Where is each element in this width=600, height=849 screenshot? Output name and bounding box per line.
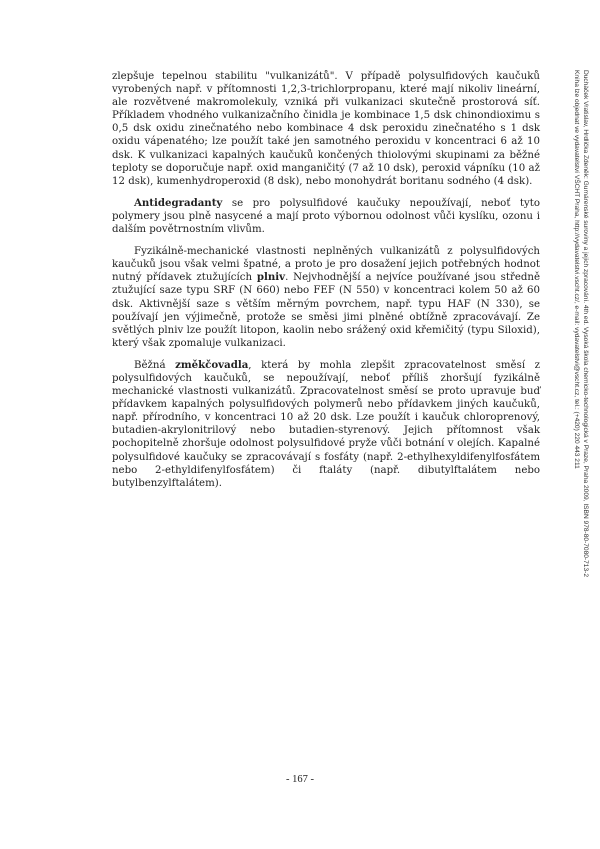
text-run: zlepšuje tepelnou stabilitu "vulkanizátů". V případě polysulfidových kaučuků vyrobených např. v přítomnosti 1,2,3-trichlorpropanu, které mají nikoliv lineární, ale rozvětvené makromolekuly, vzniká při vulkanizaci skutečně prostorová síť. Příkladem vhodného vulkanizačního činidla je kombinace 1,5 dsk chinondioximu s 0,5 dsk oxidu zinečnatého nebo kombinace 4 dsk peroxidu zinečnatého s 1 dsk oxidu vápenatého; lze použít také jen samotného peroxidu v koncentraci 6 až 10 dsk. K vulkanizaci kapalných kaučuků končených thiolovými skupinami za běžné teploty se doporučuje např. oxid manganičitý (7 až 10 dsk), peroxid vápníku (10 až 12 dsk), kumenhydroperoxid (8 dsk), nebo monohydrát boritanu sodného (4 dsk). xyxy=(112,71,540,187)
text-run: , která by mohla zlepšit zpracovatelnost směsí z polysulfidových kaučuků, se nepoužívají, neboť příliš zhoršují fyzikálně mechanické vlastnosti vulkanizátů. Zpracovatelnost směsí se proto upravuje buď přídavkem kapalných polysulfidových polymerů nebo přídavkem jiných kaučuků, např. přírodního, v koncentraci 10 až 20 dsk. Lze použít i kaučuk chloroprenový, butadien-akrylonitrilový nebo butadien-styrenový. Jejich přítomnost však pochopitelně zhoršuje odolnost polysulfidové pryže vůči botnání v olejích. Kapalné polysulfidové kaučuky se zpracovávají s fosfáty (např. 2-ethylhexyldifenylfosfátem nebo 2-ethyldifenylfosfátem) či ftaláty (např. dibutylftalátem nebo butylbenzylftalátem). xyxy=(112,359,540,489)
text-run: se pro polysulfidové kaučuky nepoužívají, neboť tyto polymery jsou plně nasycené a mají proto výbornou odolnost vůči kyslíku, ozonu i dalším povětrnostním vlivům. xyxy=(112,197,540,236)
bold-term: změkčovadla xyxy=(175,358,249,371)
paragraph xyxy=(112,359,540,490)
side-citation-line-2: Kniha lze objednat ve vydavatelství VŠCHT Praha, http://vydavatelstvi.vscht.cz/, e-mail: vydavatelstvi@vscht.cz, tel.: (+420) 220 443 211 xyxy=(573,70,581,469)
page-number: - 167 - xyxy=(286,774,314,785)
text-run: Běžná xyxy=(134,359,176,371)
side-citation-line-1: Duchàček Vratislav, Hrdlička Zdeněk: Gumárenské suroviny a jejich zpracování. 4th ed. Vysoká škola chemicko-technologická v Praze, Praha 2009, ISBN 978-80-7080-713-2 xyxy=(582,70,589,577)
paragraph xyxy=(112,197,540,236)
side-citation-text xyxy=(572,70,589,630)
text-run: . Nejvhodnější a nejvíce používané jsou středně ztužující saze typu SRF (N 660) nebo FEF (N 550) v koncentraci kolem 50 až 60 dsk. Aktivnější saze s větším měrným povrchem, např. typu HAF (N 330), se používají jen výjimečně, protože se směsi jimi plněné obtížně zpracovávají. Ze světlých plniv lze použít litopon, kaolin nebo srážený oxid křemičitý (typu Siloxid), který však zpomaluje vulkanizaci. xyxy=(112,272,540,349)
body-text xyxy=(112,70,540,499)
side-citation xyxy=(563,70,589,630)
paragraph xyxy=(112,70,540,188)
text-run: Fyzikálně-mechanické vlastnosti neplněných vulkanizátů z polysulfidových kaučuků jsou však velmi špatné, a proto je pro dosažení jejich potřebných hodnot nutný přídavek ztužujících xyxy=(112,246,540,284)
bold-term: Antidegradanty xyxy=(134,196,223,209)
paragraph xyxy=(112,245,540,350)
bold-term: plniv xyxy=(256,271,286,284)
